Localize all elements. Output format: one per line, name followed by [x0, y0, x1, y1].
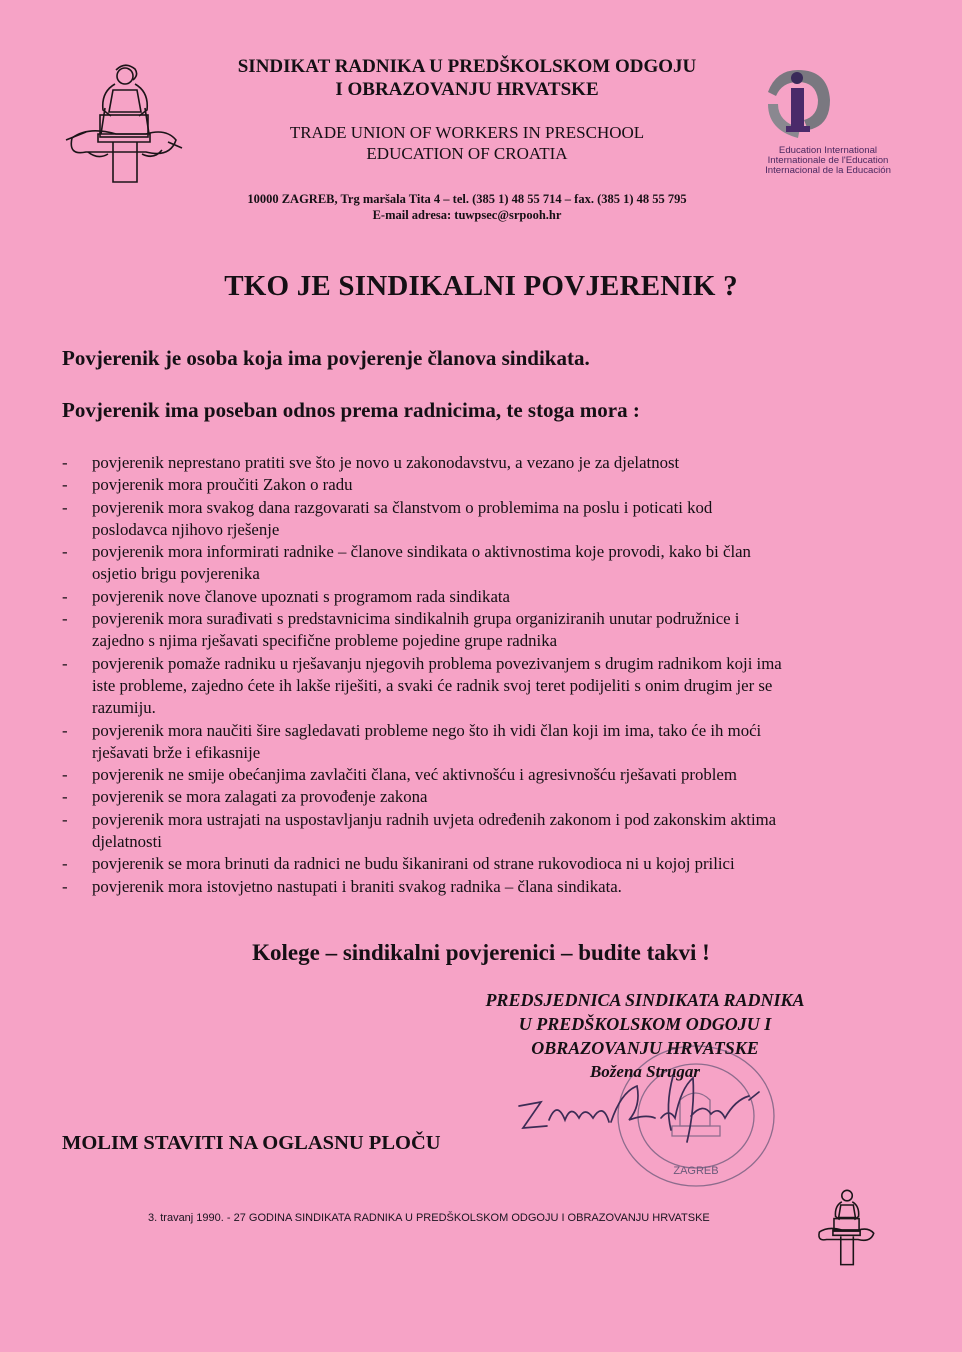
duty-item — [62, 876, 902, 898]
bullet-dash: - — [62, 453, 68, 472]
signatory-title-line-3: OBRAZOVANJU HRVATSKE — [531, 1038, 759, 1058]
duty-item-line: povjerenik mora proučiti Zakon o radu — [92, 475, 353, 495]
signatory-name: Božena Strugar — [589, 1062, 701, 1081]
closing-statement: Kolege – sindikalni povjerenici – budite takvi ! — [252, 940, 710, 965]
duty-item-line: povjerenik ne smije obećanjima zavlačiti člana, već aktivnošću i agresivnošću rješavati problem — [92, 765, 737, 785]
duty-item — [62, 586, 902, 608]
ei-logo-text — [728, 146, 928, 176]
ei-line-french: Internationale de l'Education — [767, 155, 889, 166]
org-name-croatian-line-2: I OBRAZOVANJU HRVATSKE — [335, 79, 599, 100]
duty-item-line: rješavati brže i efikasnije — [92, 742, 261, 762]
bullet-dash: - — [62, 765, 68, 785]
duty-item — [62, 474, 902, 496]
duty-item-line: povjerenik mora naučiti šire sagledavati probleme nego što ih vidi član koji im ima, tako će ih moći — [92, 720, 762, 740]
ei-line-spanish: Internacional de la Educación — [765, 165, 891, 176]
duty-item — [62, 764, 902, 786]
page-title: TKO JE SINDIKALNI POVJERENIK ? — [224, 270, 738, 302]
duty-item-line: osjetio brigu povjerenika — [92, 564, 260, 584]
bullet-dash: - — [62, 609, 68, 629]
duty-item — [62, 541, 902, 586]
union-logo-small-icon — [812, 1186, 880, 1270]
duty-item-line: povjerenik neprestano pratiti sve što je novo u zakonodavstvu, a vezano je za djelatnost — [92, 453, 680, 472]
handwritten-signature-icon — [505, 1062, 785, 1152]
duty-item — [62, 786, 902, 808]
duty-item-line: povjerenik mora surađivati s predstavnicima sindikalnih grupa organiziranih unutar podružnice i — [92, 609, 740, 629]
signatory-title-line-1: PREDSJEDNICA SINDIKATA RADNIKA — [485, 990, 805, 1010]
ei-line-english: Education International — [778, 145, 878, 156]
bullet-dash: - — [62, 497, 68, 517]
stamp-city-text: ZAGREB — [673, 1165, 719, 1177]
contact-email-line: E-mail adresa: tuwpsec@srpooh.hr — [372, 208, 562, 222]
bullet-dash: - — [62, 542, 68, 562]
signatory-title-line-2: U PREDŠKOLSKOM ODGOJU I — [518, 1014, 772, 1034]
bullet-dash: - — [62, 586, 68, 606]
bullet-dash: - — [62, 809, 68, 829]
bullet-dash: - — [62, 653, 68, 673]
duty-item — [62, 653, 902, 720]
bullet-dash: - — [62, 787, 68, 807]
org-name-english-line-2: EDUCATION OF CROATIA — [366, 144, 568, 163]
duty-item-line: djelatnosti — [92, 832, 162, 852]
org-name-english-line-1: TRADE UNION OF WORKERS IN PRESCHOOL — [289, 123, 645, 142]
duties-list — [62, 452, 902, 898]
duty-item — [62, 853, 902, 875]
bullet-dash: - — [62, 720, 68, 740]
education-international-icon — [762, 64, 834, 144]
duty-item-line: povjerenik se mora zalagati za provođenje zakona — [92, 787, 428, 807]
org-name-croatian-line-1: SINDIKAT RADNIKA U PREDŠKOLSKOM ODGOJU — [237, 56, 697, 77]
bullet-dash: - — [62, 854, 68, 874]
duty-item-line: povjerenik se mora brinuti da radnici ne budu šikanirani od strane rukovodioca ni u kojoj prilici — [92, 854, 735, 874]
duty-item — [62, 809, 902, 854]
bullet-dash: - — [62, 876, 68, 896]
contact-address-line: 10000 ZAGREB, Trg maršala Tita 4 – tel. (385 1) 48 55 714 – fax. (385 1) 48 55 795 — [247, 192, 687, 206]
duty-item-line: povjerenik pomaže radniku u rješavanju njegovih problema povezivanjem s drugim radnikom koji ima — [92, 653, 782, 673]
duty-item-line: iste probleme, zajedno ćete ih lakše riješiti, a svaki će radnik svoj teret podijeliti s onim drugim jer se — [92, 675, 773, 695]
lead-statement-1: Povjerenik je osoba koja ima povjerenje članova sindikata. — [62, 346, 590, 370]
duty-item-line: povjerenik mora ustrajati na uspostavljanju radnih uvjeta određenih zakonom i pod zakonskim aktima — [92, 809, 777, 829]
union-logo-icon — [58, 60, 188, 190]
duty-item-line: zajedno s njima rješavati specifične probleme pojedine grupe radnika — [92, 631, 558, 651]
duty-item-line: povjerenik mora svakog dana razgovarati sa članstvom o problemima na poslu i poticati kod — [92, 497, 713, 517]
duty-item-line: povjerenik nove članove upoznati s programom rada sindikata — [92, 586, 510, 606]
duty-item — [62, 720, 902, 765]
duty-item-line: poslodavca njihovo rješenje — [92, 519, 280, 539]
duty-item — [62, 497, 902, 542]
anniversary-footer: 3. travanj 1990. - 27 GODINA SINDIKATA RADNIKA U PREDŠKOLSKOM ODGOJU I OBRAZOVANJU HRVATSKE — [148, 1212, 710, 1224]
duty-item-line: povjerenik mora istovjetno nastupati i braniti svakog radnika – člana sindikata. — [92, 876, 622, 896]
duty-item-line: razumiju. — [92, 698, 156, 718]
duty-item-line: povjerenik mora informirati radnike – članove sindikata o aktivnostima koje provodi, kako bi član — [92, 542, 751, 562]
bullet-dash: - — [62, 475, 68, 495]
duty-item — [62, 452, 902, 474]
notice-board-instruction: MOLIM STAVITI NA OGLASNU PLOČU — [62, 1132, 441, 1154]
lead-statement-2: Povjerenik ima poseban odnos prema radnicima, te stoga mora : — [62, 398, 640, 422]
duty-item — [62, 608, 902, 653]
